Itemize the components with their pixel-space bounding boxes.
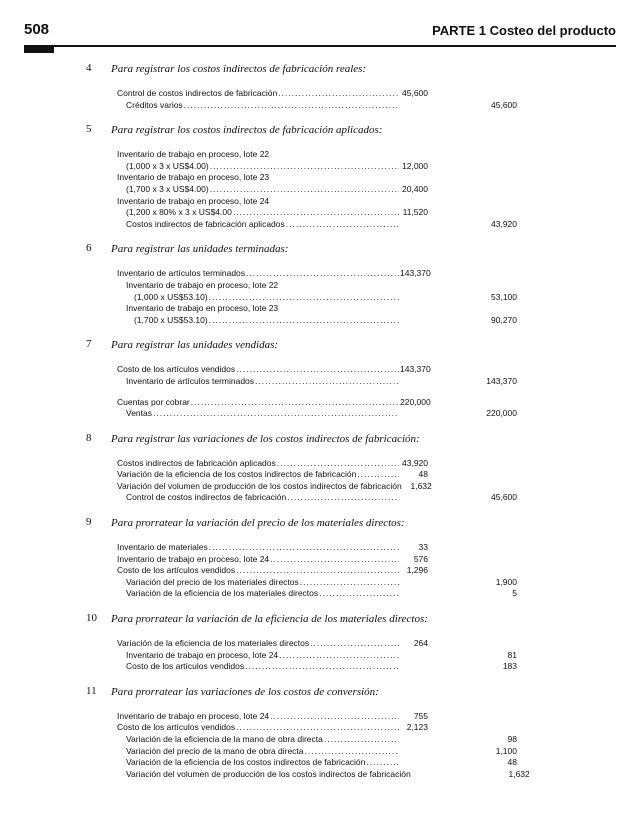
entry-number: 11: [86, 684, 97, 697]
account-label: Inventario de trabajo en proceso, lote 22: [126, 279, 279, 290]
journal-entry: [0, 685, 638, 781]
ledger-line: [0, 408, 517, 420]
entry-lines: [0, 638, 638, 673]
account-label: Costo de los artículos vendidos: [117, 722, 236, 733]
ledger-line: [0, 303, 517, 315]
credit-amount: 45,600: [491, 99, 517, 110]
dot-leader: [270, 554, 399, 566]
entry-description: Para prorratear la variación del precio de los materiales directos:: [111, 517, 405, 530]
debit-amount: 20,400: [402, 183, 428, 194]
dot-leader: [319, 588, 399, 600]
entry-number: 7: [86, 338, 92, 351]
ledger-line: [0, 268, 517, 280]
account-label: Variación de la eficiencia de los materiales directos: [117, 638, 310, 649]
debit-amount: 2,123: [406, 722, 428, 733]
entry-lines: [0, 364, 638, 419]
account-label: Inventario de materiales: [117, 542, 208, 553]
account-label: Variación del volumen de producción de los costos indirectos de fabricación: [126, 768, 411, 779]
dot-leader: [246, 268, 399, 280]
entry-lines: [0, 542, 638, 600]
ledger-line: [0, 734, 517, 746]
ledger-line: [0, 149, 517, 161]
entry-lines: [0, 149, 638, 230]
account-label: Inventario de trabajo en proceso, lote 24: [126, 649, 279, 660]
account-label: Cuentas por cobrar: [117, 396, 190, 407]
dot-leader: [305, 746, 399, 758]
ledger-line: [0, 88, 517, 100]
ledger-line: [0, 172, 517, 184]
dot-leader: [153, 408, 399, 420]
journal-entry: [0, 123, 638, 230]
account-label: Costo de los artículos vendidos: [126, 661, 245, 672]
page-number: 508: [24, 21, 50, 38]
ledger-line: [0, 219, 517, 231]
ledger-line: [0, 481, 517, 493]
account-label: Variación de la eficiencia de los costos indirectos de fabricación: [117, 469, 357, 480]
journal-entry: [0, 516, 638, 600]
credit-amount: 1,900: [495, 576, 517, 587]
dot-leader: [286, 219, 399, 231]
account-label: Variación del precio de los materiales directos: [126, 576, 299, 587]
entry-number: 5: [86, 123, 92, 136]
ledger-line: [0, 376, 517, 388]
dot-leader: [184, 100, 399, 112]
entry-description: Para registrar los costos indirectos de fabricación aplicados:: [111, 124, 383, 137]
dot-leader: [324, 734, 399, 746]
journal-entries: [0, 62, 638, 792]
account-label: Variación de la eficiencia de los materiales directos: [126, 588, 319, 599]
credit-amount: 48: [507, 757, 517, 768]
account-label: (1,000 x US$53.10): [134, 291, 208, 302]
ledger-line: [0, 315, 517, 327]
account-label: Variación de la eficiencia de la mano de obra directa: [126, 734, 323, 744]
dot-leader: [209, 292, 399, 304]
ledger-line: [0, 100, 517, 112]
account-label: Control de costos indirectos de fabricación: [117, 88, 278, 98]
debit-amount: 1,632: [410, 480, 432, 491]
ledger-line: [0, 469, 517, 481]
account-label: Costo de los artículos vendidos: [117, 565, 236, 576]
account-label: Créditos varios: [126, 99, 183, 110]
credit-amount: 183: [502, 661, 517, 672]
entry-lines: [0, 88, 638, 111]
credit-amount: 1,100: [495, 745, 517, 756]
ledger-line: [0, 492, 517, 504]
credit-amount: 98: [507, 734, 517, 744]
account-label: Costos indirectos de fabricación aplicados: [126, 218, 285, 229]
ledger-line: [0, 638, 517, 650]
account-label: Variación del volumen de producción de los costos indirectos de fabricación: [117, 480, 402, 491]
debit-amount: 143,370: [400, 268, 431, 279]
account-label: Variación del precio de la mano de obra directa: [126, 745, 304, 756]
journal-entry: [0, 432, 638, 504]
entry-number: 6: [86, 242, 92, 255]
account-label: Inventario de artículos terminados: [126, 375, 255, 386]
credit-amount: 45,600: [491, 492, 517, 503]
ledger-line: [0, 554, 517, 566]
account-label: Variación de la eficiencia de los costos indirectos de fabricación: [126, 757, 366, 768]
debit-amount: 755: [413, 710, 428, 721]
ledger-line: [0, 722, 517, 734]
account-label: Inventario de artículos terminados: [117, 268, 246, 279]
dot-leader: [366, 757, 399, 769]
ledger-line: [0, 196, 517, 208]
debit-amount: 576: [413, 553, 428, 564]
entry-number: 10: [86, 612, 97, 625]
ledger-line: [0, 161, 517, 173]
dot-leader: [287, 492, 399, 504]
account-label: (1,700 x 3 x US$4.00): [126, 183, 209, 194]
debit-amount: 12,000: [402, 160, 428, 171]
account-label: Inventario de trabajo en proceso, lote 24: [117, 710, 270, 721]
dot-leader: [255, 376, 399, 388]
dot-leader: [236, 565, 399, 577]
debit-amount: 48: [418, 469, 428, 480]
account-label: Inventario de trabajo en proceso, lote 22: [117, 149, 270, 160]
debit-amount: 11,520: [402, 207, 428, 218]
account-label: Inventario de trabajo en proceso, lote 24: [117, 195, 270, 206]
dot-leader: [236, 364, 399, 376]
ledger-line: [0, 364, 517, 376]
dot-leader: [278, 88, 399, 100]
debit-amount: 143,370: [400, 364, 431, 375]
debit-amount: 1,296: [406, 565, 428, 576]
dot-leader: [236, 722, 399, 734]
account-label: Inventario de trabajo en proceso, lote 24: [117, 553, 270, 564]
entry-lines: [0, 711, 638, 781]
account-label: (1,000 x 3 x US$4.00): [126, 160, 209, 171]
debit-amount: 220,000: [400, 396, 431, 407]
journal-entry: [0, 242, 638, 326]
ledger-line: [0, 661, 517, 673]
entry-description: Para registrar los costos indirectos de fabricación reales:: [111, 63, 367, 75]
ledger-line: [0, 768, 530, 781]
debit-amount: 45,600: [402, 88, 428, 98]
ledger-line: [0, 292, 517, 304]
ledger-line: [0, 207, 517, 219]
credit-amount: 53,100: [491, 291, 517, 302]
entry-number: 9: [86, 516, 92, 529]
debit-amount: 264: [413, 638, 428, 649]
dot-leader: [310, 638, 399, 650]
entry-number: 4: [86, 62, 92, 74]
credit-amount: 220,000: [486, 408, 517, 419]
account-label: Costo de los artículos vendidos: [117, 364, 236, 375]
ledger-line: [0, 746, 517, 758]
dot-leader: [357, 469, 399, 481]
ledger-line: [0, 184, 517, 196]
journal-entry: [0, 338, 638, 419]
credit-amount: 90,270: [491, 314, 517, 325]
account-label: Costos indirectos de fabricación aplicados: [117, 457, 276, 468]
dot-leader: [209, 315, 399, 327]
account-label: Inventario de trabajo en proceso, lote 23: [117, 172, 270, 183]
ledger-line: [0, 588, 517, 600]
debit-amount: 43,920: [402, 457, 428, 468]
account-label: Control de costos indirectos de fabricación: [126, 492, 287, 503]
credit-amount: 81: [507, 649, 517, 660]
ledger-line: [0, 650, 517, 662]
entry-description: Para registrar las variaciones de los costos indirectos de fabricación:: [111, 432, 420, 445]
dot-leader: [233, 207, 399, 219]
account-label: Inventario de trabajo en proceso, lote 23: [126, 303, 279, 314]
dot-leader: [245, 661, 399, 673]
credit-amount: 143,370: [486, 375, 517, 386]
entry-lines: [0, 458, 638, 504]
dot-leader: [300, 577, 399, 589]
ledger-line: [0, 757, 517, 769]
account-label: Ventas: [126, 408, 152, 419]
section-title: PARTE 1 Costeo del producto: [432, 23, 616, 38]
ledger-line: [0, 458, 517, 470]
account-label: (1,200 x 80% x 3 x US$4.00: [126, 207, 232, 218]
ledger-line: [0, 711, 517, 723]
ledger-line: [0, 280, 517, 292]
ledger-line: [0, 577, 517, 589]
header-rule: [24, 45, 616, 47]
dot-leader: [210, 161, 399, 173]
ledger-line: [0, 397, 517, 409]
entry-description: Para registrar las unidades terminadas:: [111, 243, 289, 256]
credit-amount: 43,920: [491, 218, 517, 229]
ledger-line: [0, 542, 517, 554]
header-marker: [24, 45, 54, 53]
entry-spacer: [0, 388, 638, 397]
credit-amount: 5: [512, 588, 517, 599]
account-label: (1,700 x US$53.10): [134, 314, 208, 325]
dot-leader: [277, 458, 399, 470]
journal-entry: [0, 62, 638, 111]
debit-amount: 33: [418, 542, 428, 553]
entry-lines: [0, 268, 638, 326]
ledger-line: [0, 565, 517, 577]
entry-description: Para prorratear las variaciones de los costos de conversión:: [111, 685, 379, 698]
credit-amount: 1,632: [508, 768, 530, 779]
entry-description: Para prorratear la variación de la eficiencia de los materiales directos:: [111, 613, 428, 626]
entry-number: 8: [86, 431, 92, 444]
dot-leader: [210, 184, 399, 196]
dot-leader: [209, 542, 399, 554]
journal-entry: [0, 612, 638, 673]
dot-leader: [191, 397, 399, 409]
page-header: [0, 0, 638, 45]
entry-description: Para registrar las unidades vendidas:: [111, 339, 279, 352]
dot-leader: [270, 711, 399, 723]
dot-leader: [279, 650, 399, 662]
